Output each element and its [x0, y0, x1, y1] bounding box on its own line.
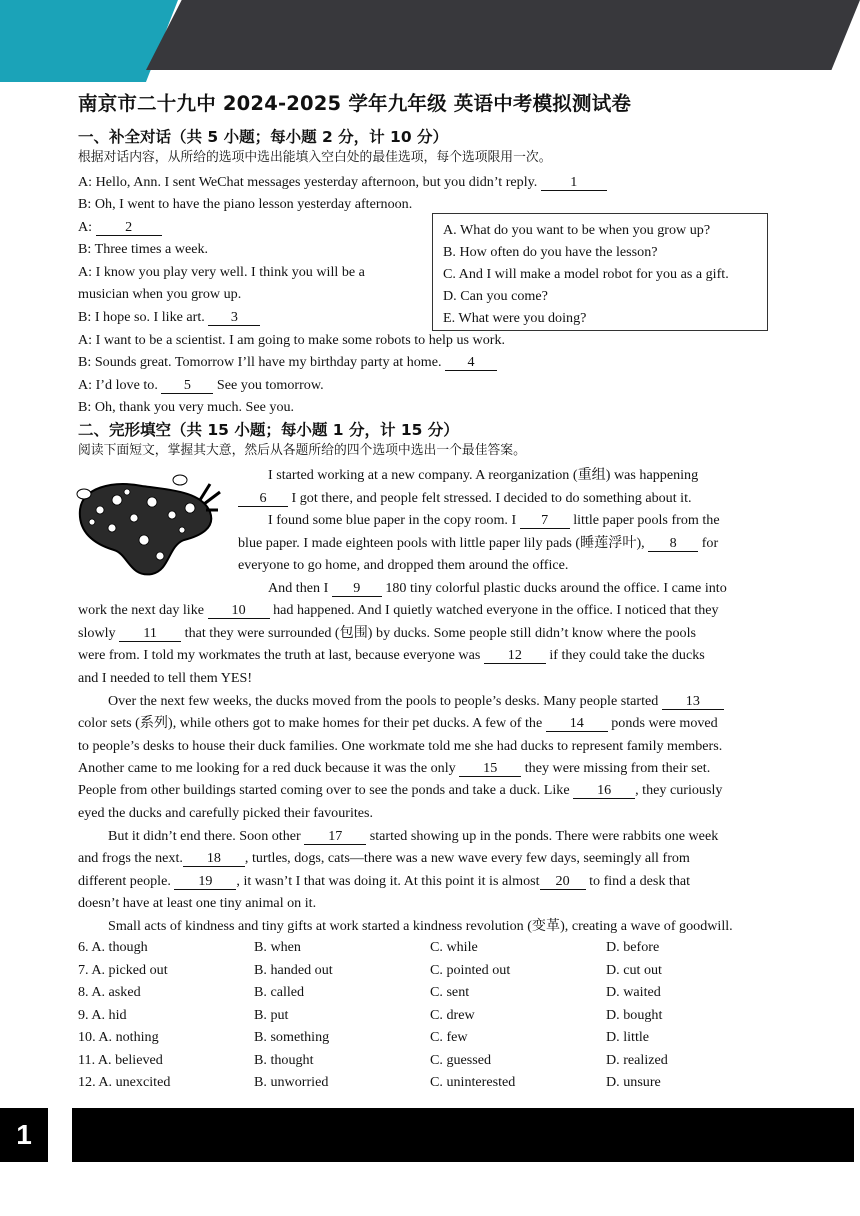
passage-text: blue paper. I made eighteen pools with little paper lily pads (睡莲浮叶), — [238, 535, 649, 551]
passage-line — [238, 489, 692, 507]
passage-line — [78, 624, 696, 642]
cloze-blank: 12 — [484, 648, 546, 664]
passage-line — [78, 714, 718, 732]
passage-text: work the next day like — [78, 602, 208, 618]
passage-line — [78, 646, 705, 664]
dialogue-line — [78, 331, 505, 349]
answer-blank: 3 — [208, 310, 260, 326]
passage-text: But it didn’t end there. Soon other — [108, 828, 305, 844]
section2-heading: 二、完形填空（共 15 小题；每小题 1 分，计 15 分） — [78, 421, 459, 439]
passage-text: Over the next few weeks, the ducks moved from the pools to people’s desks. Many people started — [108, 693, 662, 709]
passage-text: to find a desk that — [585, 873, 691, 889]
passage-line — [78, 849, 690, 867]
dialogue-text: B: Oh, thank you very much. See you. — [78, 399, 295, 415]
passage-text: everyone to go home, and dropped them around the office. — [238, 557, 569, 573]
passage-text: I started working at a new company. A reorganization (重组) was happening — [268, 467, 699, 483]
passage-line — [78, 737, 722, 755]
passage-text: doesn’t have at least one tiny animal on it. — [78, 895, 317, 911]
page-number: 1 — [0, 1108, 48, 1162]
cloze-blank: 20 — [540, 874, 586, 890]
passage-text: And then I — [268, 580, 332, 596]
answer-blank: 2 — [96, 220, 162, 236]
passage-text: they were missing from their set. — [521, 760, 711, 776]
cloze-blank: 19 — [174, 874, 236, 890]
answer-choice: 8. A. asked — [78, 984, 141, 1000]
answer-choice: B. called — [254, 984, 305, 1000]
answer-choice: C. drew — [430, 1006, 475, 1023]
cloze-blank: 9 — [332, 581, 382, 597]
cloze-blank: 18 — [183, 851, 245, 867]
answer-choice: 10. A. nothing — [78, 1029, 159, 1045]
answer-blank: 4 — [445, 355, 497, 371]
answer-choice: C. sent — [430, 984, 470, 1000]
page-title: 南京市二十九中 2024-2025 学年九年级 英语中考模拟测试卷 — [78, 92, 632, 115]
passage-text: color sets (系列), while others got to make homes for their pet ducks. A few of the — [78, 715, 546, 731]
dialogue-text: B: Oh, I went to have the piano lesson yesterday afternoon. — [78, 196, 413, 212]
cloze-blank: 8 — [648, 536, 698, 552]
dialogue-line — [78, 218, 162, 236]
answer-choice: D. little — [606, 1029, 650, 1045]
answer-choice: D. realized — [606, 1051, 668, 1068]
dialogue-text: A: Hello, Ann. I sent WeChat messages yesterday afternoon, but you didn’t reply. — [78, 174, 541, 190]
passage-line — [268, 511, 720, 529]
passage-text: eyed the ducks and carefully picked their favourites. — [78, 805, 374, 821]
dialogue-text: See you tomorrow. — [213, 377, 324, 393]
dialogue-line — [78, 376, 324, 394]
passage-line — [108, 692, 724, 710]
dialogue-text: A: I’d love to. — [78, 377, 162, 393]
options-box — [432, 213, 768, 331]
section1-heading: 一、补全对话（共 5 小题；每小题 2 分，计 10 分） — [78, 128, 449, 146]
answer-choice: C. pointed out — [430, 961, 511, 978]
answer-choice: C. guessed — [430, 1051, 492, 1068]
answer-choice: D. bought — [606, 1006, 663, 1023]
section2-instruction: 阅读下面短文，掌握其大意，然后从各题所给的四个选项中选出一个最佳答案。 — [78, 443, 526, 458]
passage-line — [78, 872, 690, 890]
cloze-blank: 14 — [546, 716, 608, 732]
answer-choice: 11. A. believed — [78, 1051, 163, 1068]
passage-text: People from other buildings started coming over to see the ponds and take a duck. Like — [78, 782, 574, 798]
passage-line — [78, 804, 373, 822]
answer-choice: B. thought — [254, 1051, 314, 1068]
dialogue-text: A: I want to be a scientist. I am going to make some robots to help us work. — [78, 332, 506, 348]
passage-text: little paper pools from the — [569, 512, 720, 528]
option-e: E. What were you doing? — [443, 310, 587, 326]
passage-text: ponds were moved — [607, 715, 718, 731]
passage-text: for — [698, 535, 719, 551]
option-b: B. How often do you have the lesson? — [443, 244, 658, 260]
dialogue-text: A: — [78, 219, 96, 235]
dialogue-text: B: Sounds great. Tomorrow I’ll have my birthday party at home. — [78, 354, 446, 370]
answer-choice: C. few — [430, 1029, 468, 1045]
dialogue-text: B: I hope so. I like art. — [78, 309, 209, 325]
option-d: D. Can you come? — [443, 288, 548, 304]
passage-text: I got there, and people felt stressed. I decided to do something about it. — [288, 490, 692, 506]
dialogue-line — [78, 308, 260, 326]
answer-choice: D. unsure — [606, 1074, 661, 1090]
passage-text: , turtles, dogs, cats—there was a new wave every few days, seemingly all from — [244, 850, 690, 866]
passage-line — [268, 466, 698, 484]
dialogue-text: musician when you grow up. — [78, 286, 242, 302]
passage-line — [78, 781, 722, 799]
passage-text: that they were surrounded (包围) by ducks. Some people still didn’t know where the pools — [181, 625, 696, 641]
cloze-blank: 7 — [520, 513, 570, 529]
option-a: A. What do you want to be when you grow up? — [443, 222, 711, 238]
passage-text: , it wasn’t I that was doing it. At this point it is almost — [236, 873, 540, 889]
passage-text: I found some blue paper in the copy room. I — [268, 512, 520, 528]
dialogue-text: A: I know you play very well. I think you will be a — [78, 264, 365, 280]
passage-line — [108, 827, 718, 845]
passage-text: to people’s desks to house their duck families. One workmate told me she had ducks to represent family members. — [78, 738, 723, 754]
passage-text: Another came to me looking for a red duck because it was the only — [78, 760, 460, 776]
footer-bar — [72, 1108, 854, 1162]
passage-text: different people. — [78, 873, 175, 889]
dialogue-line — [78, 353, 497, 371]
passage-line — [238, 534, 718, 552]
answer-choice: B. handed out — [254, 961, 333, 978]
passage-text: and I needed to tell them YES! — [78, 670, 253, 686]
section1-instruction: 根据对话内容，从所给的选项中选出能填入空白处的最佳选项，每个选项限用一次。 — [78, 150, 552, 165]
answer-choice: 9. A. hid — [78, 1006, 127, 1023]
passage-text: Small acts of kindness and tiny gifts at work started a kindness revolution (变革), creating a wave of goodwill. — [108, 918, 733, 934]
answer-choice: D. before — [606, 939, 660, 955]
cloze-blank: 15 — [459, 761, 521, 777]
answer-blank: 1 — [541, 175, 607, 191]
passage-text: had happened. And I quietly watched everyone in the office. I noticed that they — [269, 602, 719, 618]
dialogue-line — [78, 398, 294, 416]
answer-choice: D. waited — [606, 984, 661, 1000]
passage-text: , they curiously — [635, 782, 723, 798]
passage-line — [78, 601, 719, 619]
answer-blank: 5 — [161, 378, 213, 394]
cloze-blank: 10 — [208, 603, 270, 619]
answer-choice: B. something — [254, 1029, 330, 1045]
answer-choice: C. uninterested — [430, 1074, 516, 1090]
cloze-blank: 6 — [238, 491, 288, 507]
dialogue-line — [78, 195, 412, 213]
passage-line — [78, 759, 710, 777]
passage-line — [108, 917, 733, 935]
answer-choice: D. cut out — [606, 961, 662, 978]
duck-pond-illustration — [72, 470, 222, 585]
passage-text: 180 tiny colorful plastic ducks around the office. I came into — [381, 580, 727, 596]
passage-text: were from. I told my workmates the truth at last, because everyone was — [78, 647, 484, 663]
dialogue-text: B: Three times a week. — [78, 241, 209, 257]
cloze-blank: 16 — [573, 783, 635, 799]
passage-line — [78, 669, 252, 687]
passage-text: if they could take the ducks — [545, 647, 705, 663]
passage-line — [78, 894, 316, 912]
dialogue-line — [78, 240, 208, 258]
header-accent-dark — [146, 0, 860, 70]
cloze-blank: 17 — [304, 829, 366, 845]
dialogue-line — [78, 173, 607, 191]
answer-choice: B. unworried — [254, 1074, 329, 1090]
answer-choice: 6. A. though — [78, 939, 148, 955]
passage-text: and frogs the next. — [78, 850, 183, 866]
dialogue-line — [78, 285, 241, 303]
passage-line — [238, 556, 568, 574]
cloze-blank: 13 — [662, 694, 724, 710]
answer-choice: C. while — [430, 939, 478, 955]
answer-choice: B. put — [254, 1006, 289, 1023]
answer-choice: 7. A. picked out — [78, 961, 168, 978]
passage-text: slowly — [78, 625, 120, 641]
passage-text: started showing up in the ponds. There were rabbits one week — [366, 828, 719, 844]
option-c: C. And I will make a model robot for you as a gift. — [443, 266, 729, 282]
answer-choice: 12. A. unexcited — [78, 1074, 171, 1090]
passage-line — [268, 579, 727, 597]
answer-choice: B. when — [254, 939, 301, 955]
dialogue-line — [78, 263, 365, 281]
cloze-blank: 11 — [119, 626, 181, 642]
